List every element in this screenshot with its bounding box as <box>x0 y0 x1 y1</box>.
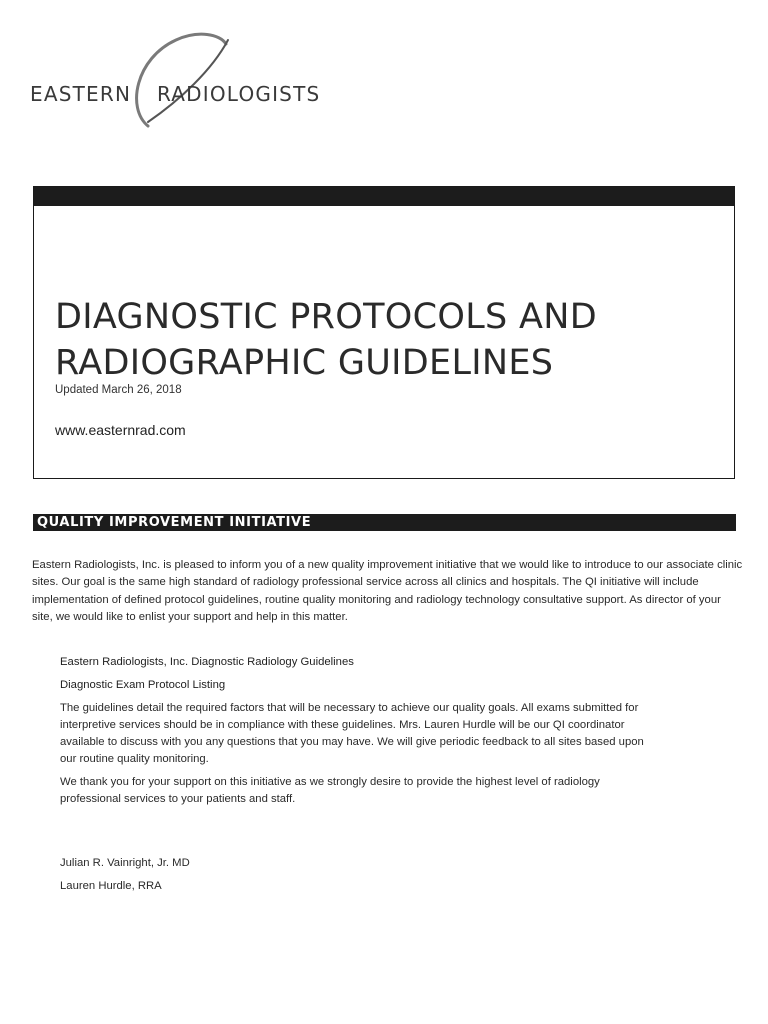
guidelines-paragraph: The guidelines detail the required factors that will be necessary to achieve our quality goals. All exams submitted for interpretive services should be in compliance with these guidelines. Mrs. Lauren Hurdle will be our QI coordinator available to discuss with you any questions that you may have. We will give periodic feedback to all sites based upon our routine quality monitoring. <box>60 701 644 766</box>
signer-2: Lauren Hurdle, RRA <box>60 880 162 892</box>
intro-paragraph: Eastern Radiologists, Inc. is pleased to inform you of a new quality improvement initiative that we would like to introduce to our associate clinic sites. Our goal is the same high standard of radiology professional service across all clinics and hospitals. The QI initiative will include implementation of defined protocol guidelines, routine quality monitoring and radiology technology consultative support. As director of your site, we would like to enlist your support and help in this matter. <box>32 559 743 623</box>
signer-1: Julian R. Vainright, Jr. MD <box>60 857 190 869</box>
title-panel <box>33 186 735 479</box>
guidelines-heading: Eastern Radiologists, Inc. Diagnostic Radiology Guidelines <box>60 656 354 668</box>
title-panel-header-bar <box>34 187 734 206</box>
document-title-line-2: RADIOGRAPHIC GUIDELINES <box>55 343 554 383</box>
website-link[interactable]: www.easternrad.com <box>55 422 186 438</box>
protocol-listing-heading: Diagnostic Exam Protocol Listing <box>60 679 226 692</box>
letter-body <box>60 654 660 808</box>
logo-text-radiologists: RADIOLOGISTS <box>157 82 321 106</box>
updated-date: Updated March 26, 2018 <box>55 384 182 396</box>
section-heading-bar <box>33 514 736 531</box>
thanks-paragraph: We thank you for your support on this initiative as we strongly desire to provide the highest level of radiology professional services to your patients and staff. <box>60 775 600 806</box>
section-heading: QUALITY IMPROVEMENT INITIATIVE <box>37 515 312 530</box>
company-logo <box>30 30 360 130</box>
logo-swoosh-icon <box>30 30 360 130</box>
logo-text-eastern: EASTERN <box>30 82 132 106</box>
document-title-line-1: DIAGNOSTIC PROTOCOLS AND <box>55 297 597 337</box>
